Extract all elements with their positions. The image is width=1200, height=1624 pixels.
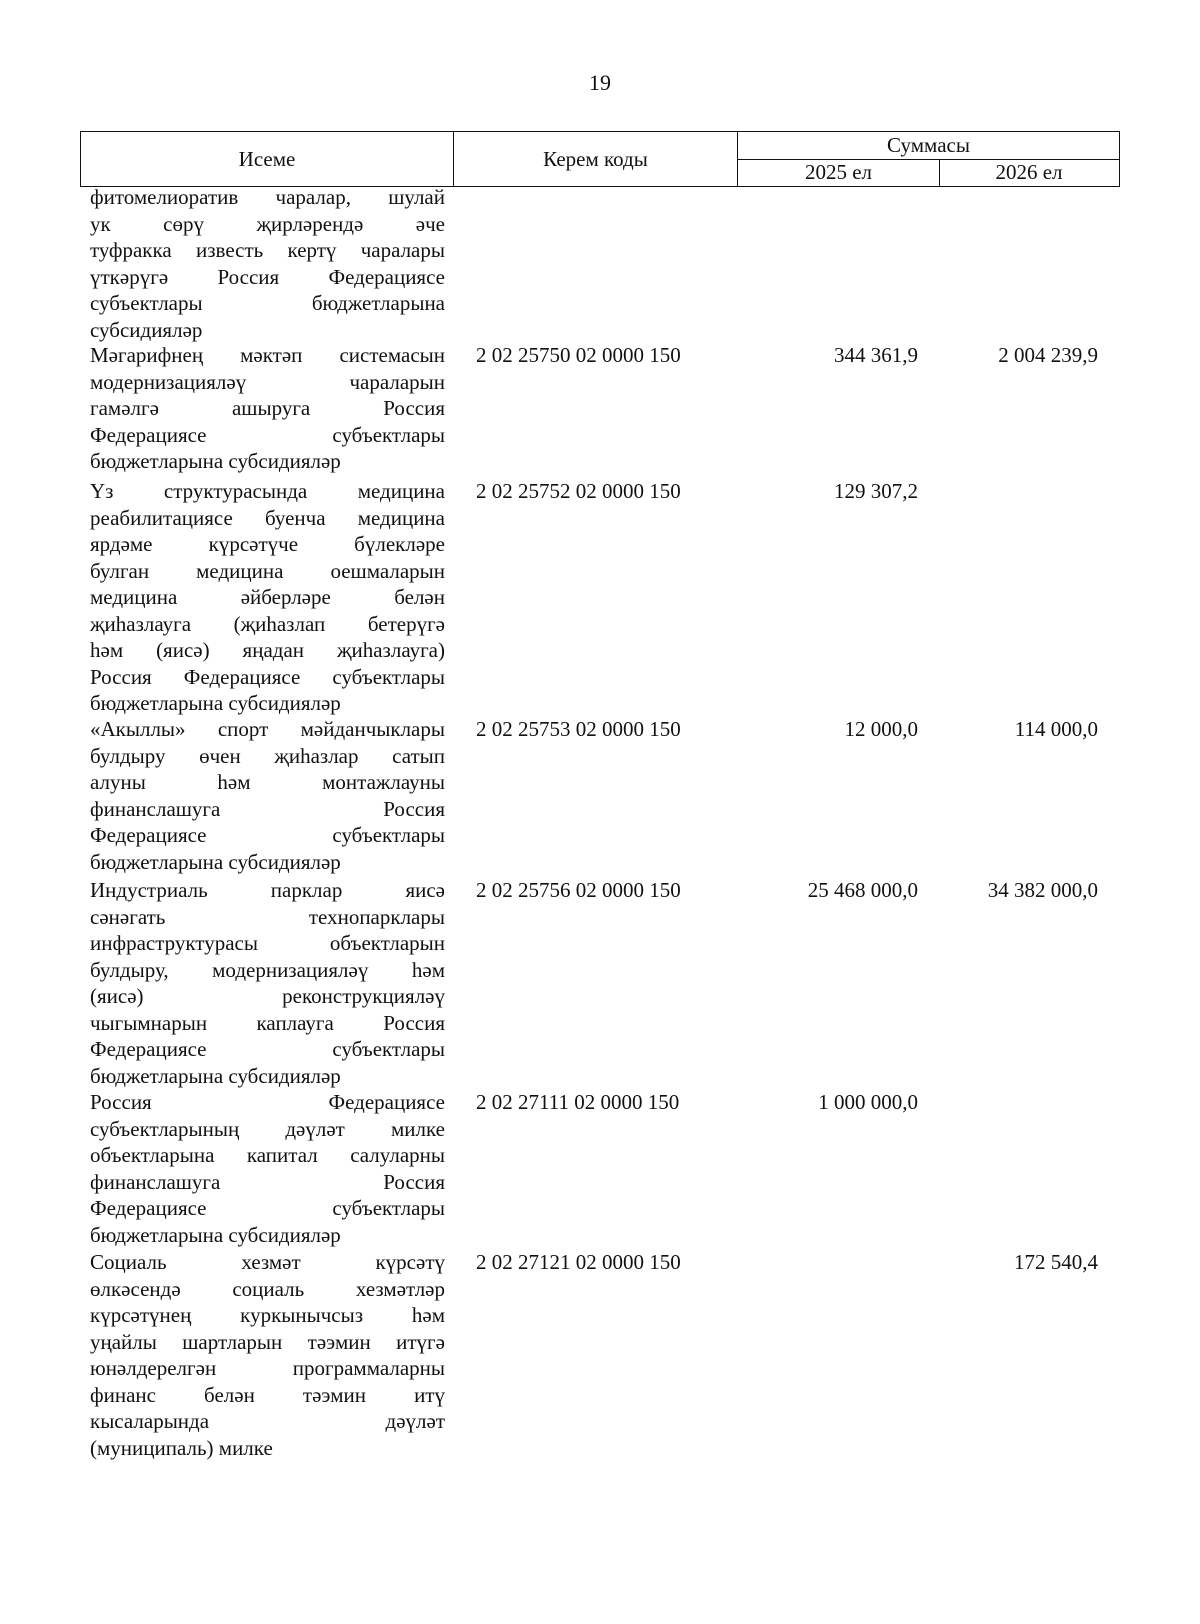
- row-name-line: реабилитациясе буенча медицина: [90, 505, 445, 530]
- row-name-line: «Акыллы» спорт мәйданчыклары: [90, 717, 445, 741]
- row-name-line: бюджетларына субсидияләр: [90, 1222, 341, 1247]
- page-number: 19: [589, 70, 611, 95]
- table-header: [80, 131, 1120, 187]
- row-name-line: булдыру өчен җиһазлар сатып: [90, 743, 445, 768]
- row-code: 2 02 25756 02 0000 150: [476, 878, 681, 902]
- row-name-line: бюджетларына субсидияләр: [90, 849, 341, 874]
- row-name-line: гамәлгә ашыруга Россия: [90, 396, 445, 420]
- header-name: Исеме: [81, 132, 454, 186]
- header-year-2025: 2025 ел: [738, 159, 940, 186]
- row-name-line: субъектлары бюджетларына: [90, 291, 445, 315]
- row-name-line: субъектларының дәүләт милке: [90, 1116, 445, 1141]
- row-name-line: булган медицина оешмаларын: [90, 558, 445, 583]
- row-name-line: кысаларында дәүләт: [90, 1409, 445, 1433]
- row-name-line: Социаль хезмәт күрсәтү: [90, 1250, 445, 1274]
- row-name-line: чыгымнарын каплауга Россия: [90, 1010, 445, 1035]
- row-name-line: инфраструктурасы объектларын: [90, 931, 445, 955]
- row-name: [90, 1089, 445, 1248]
- row-name-line: бюджетларына субсидияләр: [90, 691, 341, 715]
- row-name-line: өлкәсендә социаль хезмәтләр: [90, 1276, 445, 1301]
- row-name-line: алуны һәм монтажлауны: [90, 770, 445, 794]
- row-name-line: туфракка известь кертү чаралары: [90, 238, 445, 262]
- header-sums: Суммасы: [738, 132, 1119, 160]
- row-name: [90, 342, 445, 475]
- row-name-line: фитомелиоратив чаралар, шулай: [90, 185, 445, 209]
- row-name-line: һәм (яисә) яңадан җиһазлауга): [90, 638, 445, 662]
- row-name: [90, 877, 445, 1089]
- row-value-2025: 25 468 000,0: [807, 878, 918, 902]
- row-name-line: юнәлдерелгән программаларны: [90, 1356, 445, 1380]
- row-name-line: объектларына капитал салуларны: [90, 1143, 445, 1167]
- row-name-line: уңайлы шартларын тәэмин итүгә: [90, 1329, 445, 1354]
- row-name-line: бюджетларына субсидияләр: [90, 1063, 341, 1088]
- header-years: [738, 159, 1119, 186]
- row-name-line: үткәрүгә Россия Федерациясе: [90, 264, 445, 289]
- row-value-2026: 34 382 000,0: [987, 878, 1098, 902]
- row-name-line: Федерациясе субъектлары: [90, 422, 445, 447]
- row-name-line: Индустриаль парклар яисә: [90, 878, 445, 902]
- row-name-line: җиһазлауга (җиһазлап бетерүгә: [90, 611, 445, 636]
- row-name-line: булдыру, модернизацияләү һәм: [90, 957, 445, 982]
- row-name-line: күрсәтүнең куркынычсыз һәм: [90, 1303, 445, 1327]
- row-code: 2 02 25750 02 0000 150: [476, 343, 681, 367]
- row-name: [90, 1249, 445, 1461]
- row-name-line: финанс белән тәэмин итү: [90, 1382, 445, 1407]
- row-name-line: медицина әйберләре белән: [90, 585, 445, 609]
- row-name: [90, 184, 445, 343]
- row-code: 2 02 27121 02 0000 150: [476, 1250, 681, 1274]
- row-name-line: Федерациясе субъектлары: [90, 823, 445, 847]
- row-name: [90, 478, 445, 717]
- row-name-line: Россия Федерациясе: [90, 1090, 445, 1114]
- header-sums-group: [738, 132, 1119, 186]
- row-name-line: Россия Федерациясе субъектлары: [90, 664, 445, 689]
- row-code: 2 02 25753 02 0000 150: [476, 717, 681, 741]
- row-name-line: Үз структурасында медицина: [90, 479, 445, 503]
- row-value-2025: 12 000,0: [844, 717, 918, 741]
- row-name-line: (муниципаль) милке: [90, 1435, 273, 1460]
- row-name-line: бюджетларына субсидияләр: [90, 449, 341, 473]
- row-name-line: Мәгарифнең мәктәп системасын: [90, 343, 445, 367]
- row-name-line: финанслашуга Россия: [90, 1169, 445, 1194]
- row-name-line: субсидияләр: [90, 317, 203, 342]
- row-name-line: (яисә) реконструкцияләү: [90, 984, 445, 1008]
- row-code: 2 02 25752 02 0000 150: [476, 479, 681, 503]
- row-value-2026: 2 004 239,9: [998, 343, 1098, 367]
- row-name-line: Федерациясе субъектлары: [90, 1196, 445, 1220]
- row-name-line: сәнәгать технопарклары: [90, 904, 445, 929]
- row-name-line: ук сөрү җирләрендә әче: [90, 211, 445, 236]
- row-name-line: Федерациясе субъектлары: [90, 1037, 445, 1061]
- row-name-line: финанслашуга Россия: [90, 796, 445, 821]
- row-code: 2 02 27111 02 0000 150: [476, 1090, 680, 1114]
- header-code: Керем коды: [454, 132, 738, 186]
- row-value-2025: 1 000 000,0: [818, 1090, 918, 1114]
- row-value-2026: 114 000,0: [1014, 717, 1098, 741]
- row-name-line: модернизацияләү чараларын: [90, 369, 445, 394]
- header-year-2026: 2026 ел: [995, 160, 1063, 184]
- row-name: [90, 716, 445, 875]
- row-value-2026: 172 540,4: [1014, 1250, 1098, 1274]
- row-value-2025: 129 307,2: [834, 479, 918, 503]
- row-value-2025: 344 361,9: [834, 343, 918, 367]
- row-name-line: ярдәме күрсәтүче бүлекләре: [90, 532, 445, 556]
